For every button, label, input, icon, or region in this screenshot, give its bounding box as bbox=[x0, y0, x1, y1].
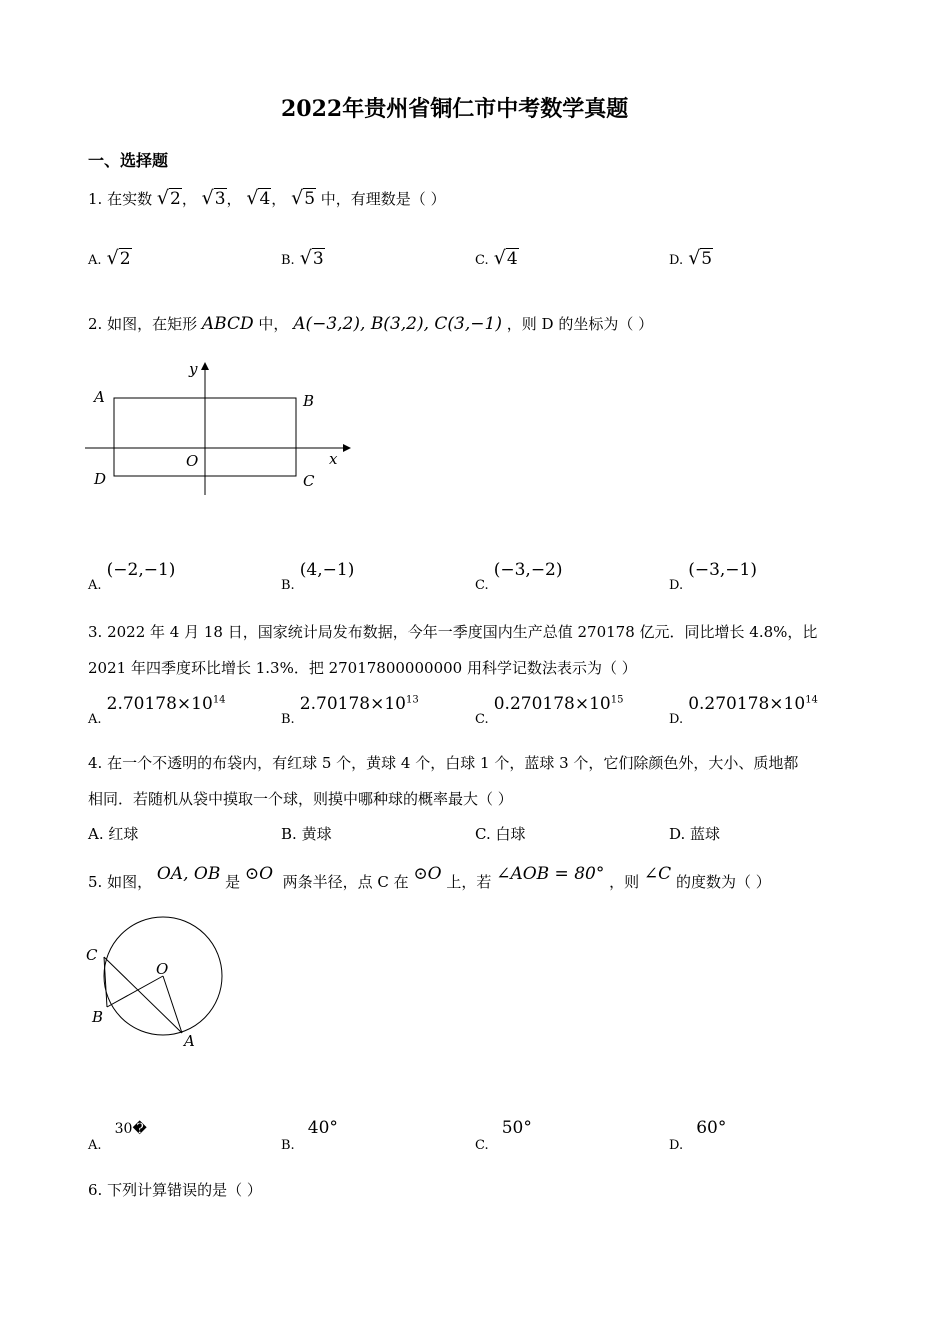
option-base: 2.70178×10 bbox=[299, 694, 406, 714]
q4-option-b[interactable] bbox=[281, 824, 332, 844]
y-axis-arrow bbox=[201, 362, 209, 370]
q1-sep: ， bbox=[271, 190, 287, 208]
q2-option-b[interactable] bbox=[281, 560, 355, 593]
option-letter: D. bbox=[669, 712, 684, 727]
q4-option-a[interactable] bbox=[88, 824, 138, 844]
option-base: 0.270178×10 bbox=[493, 694, 611, 714]
q2-option-a[interactable] bbox=[88, 560, 176, 593]
section-heading: 一、选择题 bbox=[88, 151, 169, 170]
option-letter: B. bbox=[281, 712, 295, 727]
option-value: (−3,−2) bbox=[493, 560, 563, 580]
option-letter: C. bbox=[475, 253, 489, 268]
option-letter: D. bbox=[669, 825, 686, 843]
question-1 bbox=[88, 188, 446, 209]
page-title: 2022年贵州省铜仁市中考数学真题 bbox=[281, 96, 629, 122]
q5-circle-figure bbox=[84, 912, 234, 1052]
question-3-line-1: 3. 2022 年 4 月 18 日，国家统计局发布数据，今年一季度国内生产总值 270178 亿元．同比增长 4.8%，比 bbox=[88, 623, 818, 641]
label-y: y bbox=[189, 360, 198, 378]
q5-option-b[interactable] bbox=[281, 1118, 338, 1153]
option-value: 红球 bbox=[108, 825, 139, 843]
q1-option-c[interactable] bbox=[475, 247, 519, 269]
option-radical: √3 bbox=[299, 247, 324, 269]
option-exponent: 13 bbox=[405, 694, 419, 706]
q5-is: 是 bbox=[225, 873, 241, 891]
question-4-line-2: 相同．若随机从袋中摸取一个球，则摸中哪种球的概率最大（ ） bbox=[88, 790, 513, 808]
q3-option-a[interactable] bbox=[88, 694, 226, 727]
q2-rect-name: ABCD bbox=[201, 314, 254, 334]
q5-text-1: 两条半径，点 C 在 bbox=[282, 873, 409, 891]
question-3-line-2: 2021 年四季度环比增长 1.3%．把 27017800000000 用科学记数法表示为（ ） bbox=[88, 659, 637, 677]
q5-text-3: ，则 bbox=[609, 873, 640, 891]
option-letter: C. bbox=[475, 712, 489, 727]
q5-option-d[interactable] bbox=[669, 1118, 727, 1153]
q2-option-d[interactable] bbox=[669, 560, 757, 593]
option-value: (4,−1) bbox=[299, 560, 355, 580]
q2-suffix: ，则 D 的坐标为（ ） bbox=[506, 315, 654, 333]
q1-suffix: 中，有理数是（ ） bbox=[320, 190, 446, 208]
label-o: O bbox=[186, 452, 199, 470]
option-letter: D. bbox=[669, 578, 684, 593]
option-letter: B. bbox=[281, 1138, 295, 1153]
q1-option-b[interactable] bbox=[281, 247, 325, 269]
option-radical: √2 bbox=[106, 247, 131, 269]
option-letter: B. bbox=[281, 253, 295, 268]
q3-option-b[interactable] bbox=[281, 694, 419, 727]
x-axis-arrow bbox=[343, 444, 351, 452]
label-o: O bbox=[156, 960, 169, 978]
option-base: 0.270178×10 bbox=[688, 694, 806, 714]
label-a: A bbox=[184, 1032, 195, 1050]
option-radical: √4 bbox=[493, 247, 518, 269]
chord-ca bbox=[104, 957, 182, 1033]
q1-sep: ， bbox=[181, 190, 197, 208]
option-value: 白球 bbox=[495, 825, 526, 843]
question-6: 6. 下列计算错误的是（ ） bbox=[88, 1181, 262, 1199]
q5-circle-2: ⊙O bbox=[413, 864, 442, 884]
option-letter: D. bbox=[669, 253, 684, 268]
option-value: (−2,−1) bbox=[106, 560, 176, 580]
option-exponent: 14 bbox=[805, 694, 818, 706]
radius-ob bbox=[107, 976, 163, 1007]
q5-angle-c: ∠C bbox=[643, 864, 672, 884]
label-x: x bbox=[329, 450, 338, 468]
q5-angle-aob: ∠AOB = 80° bbox=[496, 864, 605, 884]
option-exponent: 15 bbox=[610, 694, 624, 706]
option-letter: C. bbox=[475, 825, 491, 843]
label-b: B bbox=[303, 392, 315, 410]
question-5 bbox=[88, 864, 771, 892]
option-value: 蓝球 bbox=[690, 825, 721, 843]
q2-rectangle-figure bbox=[85, 360, 355, 500]
q5-option-a[interactable] bbox=[88, 1118, 147, 1153]
option-exponent: 14 bbox=[212, 694, 226, 706]
option-letter: A. bbox=[88, 825, 104, 843]
option-letter: A. bbox=[88, 1138, 102, 1153]
q5-text-4: 的度数为（ ） bbox=[675, 873, 771, 891]
option-value: (−3,−1) bbox=[688, 560, 757, 580]
q5-prefix: 5. 如图， bbox=[88, 873, 153, 891]
option-letter: A. bbox=[88, 712, 102, 727]
option-base: 2.70178×10 bbox=[106, 694, 213, 714]
q2-option-c[interactable] bbox=[475, 560, 563, 593]
option-value: 40° bbox=[307, 1118, 338, 1138]
question-4-line-1: 4. 在一个不透明的布袋内，有红球 5 个，黄球 4 个，白球 1 个，蓝球 3 个，它们除颜色外，大小、质地都 bbox=[88, 754, 799, 772]
q1-item-radical: √5 bbox=[291, 187, 316, 209]
option-letter: C. bbox=[475, 578, 489, 593]
option-letter: B. bbox=[281, 578, 295, 593]
option-letter: A. bbox=[88, 578, 102, 593]
option-letter: A. bbox=[88, 253, 102, 268]
option-letter: B. bbox=[281, 825, 297, 843]
q4-option-c[interactable] bbox=[475, 824, 526, 844]
option-value: 50° bbox=[501, 1118, 532, 1138]
label-c: C bbox=[303, 472, 315, 490]
radius-oa bbox=[163, 976, 182, 1033]
q3-option-d[interactable] bbox=[669, 694, 818, 727]
label-d: D bbox=[94, 470, 107, 488]
q2-coords: A(−3,2), B(3,2), C(3,−1) bbox=[293, 314, 502, 334]
q1-item-radical: √3 bbox=[201, 187, 226, 209]
q1-item-radical: √2 bbox=[156, 187, 181, 209]
q2-mid: 中， bbox=[258, 315, 289, 333]
q2-prefix: 2. 如图，在矩形 bbox=[88, 315, 198, 333]
option-value: 黄球 bbox=[301, 825, 332, 843]
option-radical: √5 bbox=[688, 247, 713, 269]
q3-option-c[interactable] bbox=[475, 694, 624, 727]
q5-radii: OA, OB bbox=[156, 864, 221, 884]
label-a: A bbox=[94, 388, 105, 406]
option-letter: D. bbox=[669, 1138, 684, 1153]
q1-option-a[interactable] bbox=[88, 247, 132, 269]
q5-circle: ⊙O bbox=[244, 864, 274, 884]
question-2 bbox=[88, 314, 653, 334]
label-c: C bbox=[86, 946, 98, 964]
option-letter: C. bbox=[475, 1138, 489, 1153]
option-value: 30� bbox=[114, 1121, 147, 1137]
q1-option-d[interactable] bbox=[669, 247, 713, 269]
label-b: B bbox=[92, 1008, 104, 1026]
q1-item-radical: √4 bbox=[246, 187, 271, 209]
q5-text-2: 上，若 bbox=[446, 873, 492, 891]
q5-option-c[interactable] bbox=[475, 1118, 532, 1153]
option-value: 60° bbox=[696, 1118, 727, 1138]
q4-option-d[interactable] bbox=[669, 824, 720, 844]
q1-sep: ， bbox=[226, 190, 242, 208]
q1-prefix: 1. 在实数 bbox=[88, 190, 153, 208]
